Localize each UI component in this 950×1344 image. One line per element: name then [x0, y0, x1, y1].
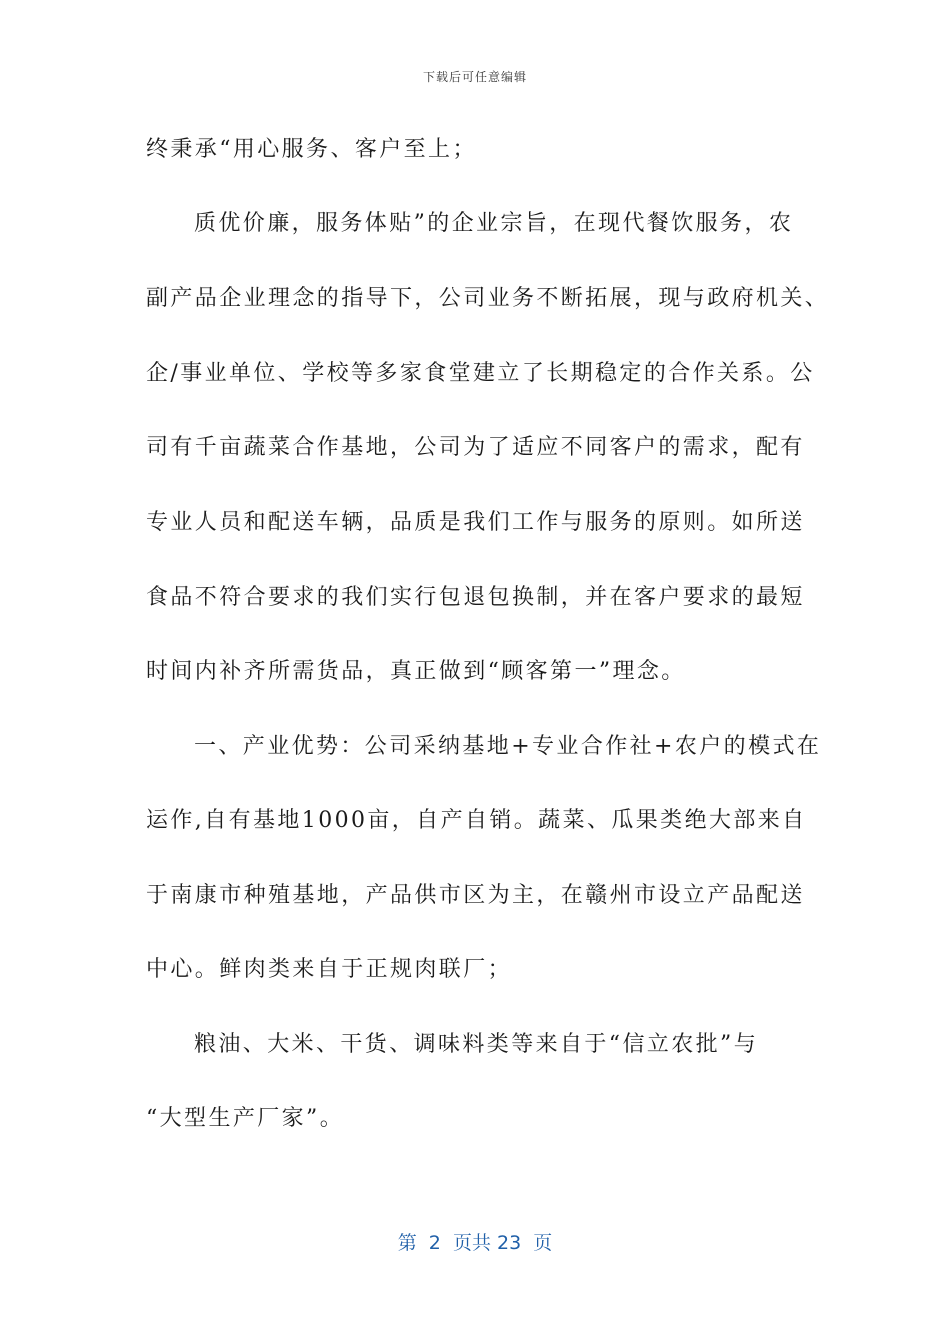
body-line: 专业人员和配送车辆，品质是我们工作与服务的原则。如所送	[146, 510, 805, 535]
page-number-footer: 第 2 页共 23 页	[397, 1232, 553, 1254]
body-line: 副产品企业理念的指导下，公司业务不断拓展，现与政府机关、	[146, 286, 830, 311]
body-line: 一、产业优势：公司采纳基地+专业合作社+农户的模式在	[194, 734, 822, 759]
body-line: “大型生产厂家”。	[146, 1106, 345, 1131]
body-line: 企/事业单位、学校等多家食堂建立了长期稳定的合作关系。公	[146, 361, 815, 386]
body-line: 质优价廉，服务体贴”的企业宗旨，在现代餐饮服务，农	[194, 211, 794, 236]
body-line: 于南康市种殖基地，产品供市区为主，在赣州市设立产品配送	[146, 883, 805, 908]
body-line: 时间内补齐所需货品，真正做到“顾客第一”理念。	[146, 659, 686, 684]
body-line: 食品不符合要求的我们实行包退包换制，并在客户要求的最短	[146, 585, 805, 610]
body-line: 运作,自有基地1000亩，自产自销。蔬菜、瓜果类绝大部来自	[146, 808, 807, 833]
body-line: 终秉承“用心服务、客户至上；	[146, 137, 477, 162]
page-header-note: 下载后可任意编辑	[422, 70, 527, 84]
body-line: 司有千亩蔬菜合作基地，公司为了适应不同客户的需求，配有	[146, 435, 805, 460]
body-line: 中心。鲜肉类来自于正规肉联厂；	[146, 957, 513, 982]
body-line: 粮油、大米、干货、调味料类等来自于“信立农批”与	[194, 1032, 759, 1057]
